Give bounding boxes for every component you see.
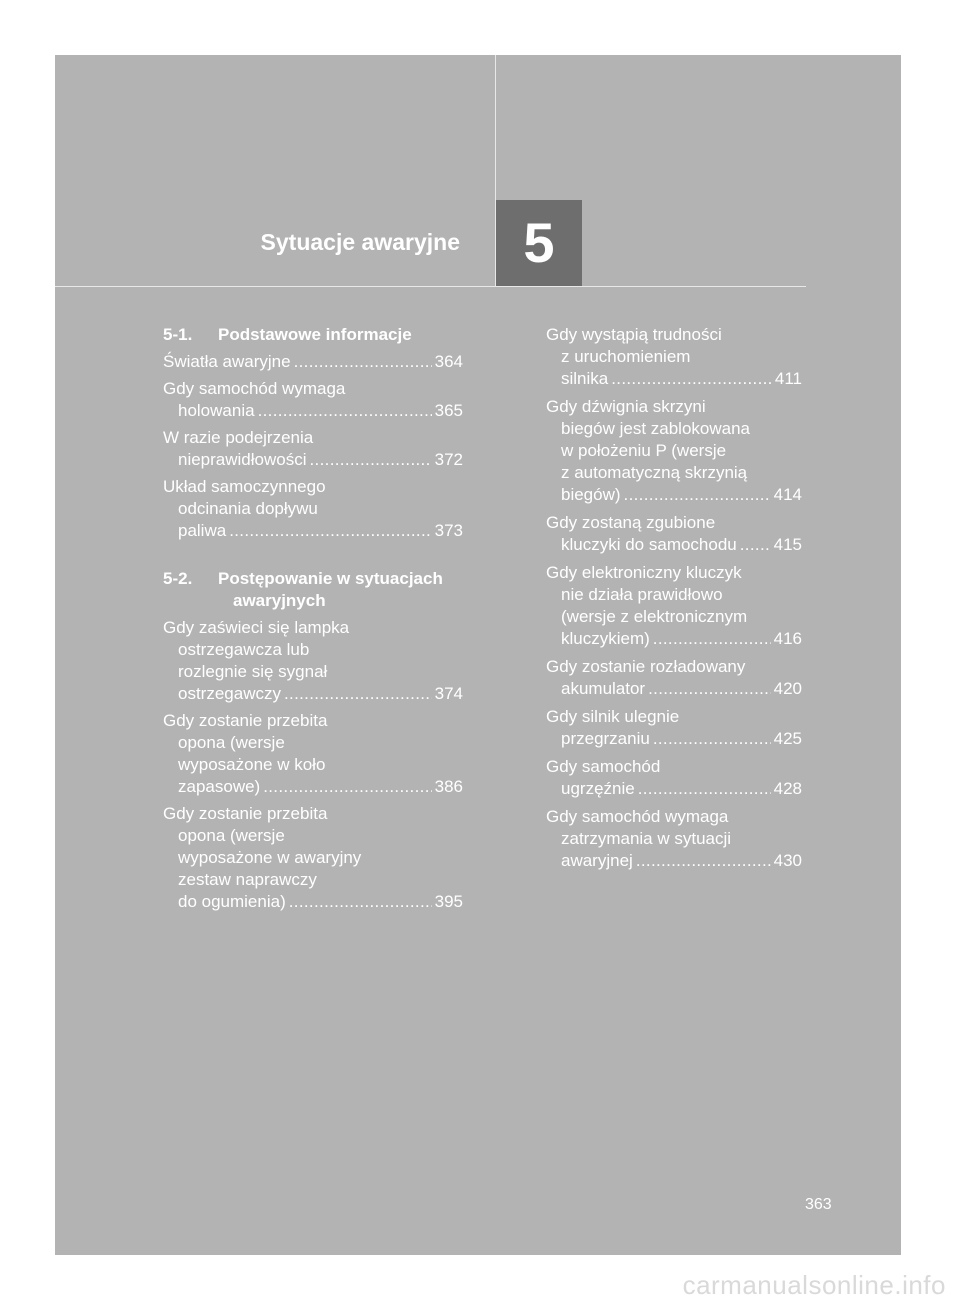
dot-leader [648, 678, 771, 700]
toc-entry [546, 396, 802, 506]
dot-leader [294, 351, 432, 373]
toc-page-number: 365 [434, 401, 463, 420]
toc-entry-text: Gdy zostanie przebita [163, 711, 328, 730]
toc-entry [546, 756, 802, 800]
toc-entry-line [546, 484, 802, 506]
toc-entry-line [163, 520, 463, 542]
toc-entry [163, 476, 463, 542]
toc-entry-text: Gdy zaświeci się lampka [163, 618, 350, 637]
dot-leader [638, 778, 771, 800]
toc-entry-line [163, 847, 463, 869]
toc-page-number: 420 [773, 679, 802, 698]
toc-page-number: 415 [773, 535, 802, 554]
toc-entry [546, 706, 802, 750]
toc-entry-text: Światła awaryjne [163, 352, 291, 371]
toc-entry-line [163, 891, 463, 913]
toc-entry-text: rozlegnie się sygnał [178, 662, 328, 681]
chapter-number-tab: 5 [496, 200, 582, 286]
toc-entry-line [546, 678, 802, 700]
toc-entry-text: nieprawidłowości [178, 450, 307, 469]
page-number: 363 [805, 1196, 832, 1213]
toc-entry-text: Gdy silnik ulegnie [546, 707, 680, 726]
toc-entry-text: Gdy samochód wymaga [546, 807, 729, 826]
section-title-line: Postępowanie w sytuacjach [218, 569, 443, 588]
toc-entry-text: wyposażone w awaryjny [178, 848, 362, 867]
section-heading [163, 568, 463, 612]
toc-entry-line [546, 462, 802, 484]
toc-entry-text: odcinania dopływu [178, 499, 318, 518]
toc-entry-text: Gdy zostaną zgubione [546, 513, 716, 532]
section-number: 5-1. [163, 325, 193, 344]
footer-watermark: carmanualsonline.info [682, 1270, 946, 1300]
toc-entry [546, 324, 802, 390]
toc-entry-text: przegrzaniu [561, 729, 650, 748]
toc-entry-line [546, 324, 802, 346]
toc-entry [546, 562, 802, 650]
toc-entry [546, 656, 802, 700]
dot-leader [258, 400, 432, 422]
toc-entry-line [163, 427, 463, 449]
dot-leader [653, 728, 771, 750]
toc-entry-text: opona (wersje [178, 826, 285, 845]
toc-entry-text: W razie podejrzenia [163, 428, 314, 447]
toc-entry-line [546, 628, 802, 650]
toc-entry [546, 806, 802, 872]
toc-entry-line [163, 498, 463, 520]
toc-entry-text: ugrzęźnie [561, 779, 635, 798]
dot-leader [740, 534, 771, 556]
toc-entry-text: paliwa [178, 521, 227, 540]
toc-page-number: 411 [774, 369, 802, 388]
toc-entry-line [546, 440, 802, 462]
toc-entry [163, 710, 463, 798]
toc-entry-line [163, 754, 463, 776]
toc-entry-text: Gdy zostanie przebita [163, 804, 328, 823]
toc-entry-line [546, 706, 802, 728]
toc-entry-line [163, 449, 463, 471]
dot-leader [611, 368, 772, 390]
toc-entry-line [546, 584, 802, 606]
toc-page-number: 373 [434, 521, 463, 540]
toc-entry-text: silnika [561, 369, 609, 388]
toc-entry-text: z uruchomieniem [561, 347, 691, 366]
toc-page-number: 372 [434, 450, 463, 469]
dot-leader [624, 484, 771, 506]
chapter-title: Sytuacje awaryjne [260, 229, 460, 255]
toc-entry-text: zatrzymania w sytuacji [561, 829, 732, 848]
toc-entry-line [163, 378, 463, 400]
dot-leader [653, 628, 771, 650]
toc-entry-line [546, 512, 802, 534]
toc-entry-text: nie działa prawidłowo [561, 585, 723, 604]
toc-entry-line [163, 732, 463, 754]
toc-entry-text: do ogumienia) [178, 892, 286, 911]
header-horizontal-divider [55, 286, 806, 287]
dot-leader [310, 449, 432, 471]
toc-entry-line [546, 606, 802, 628]
toc-page-number: 425 [773, 729, 802, 748]
toc-entry-line [546, 756, 802, 778]
toc-entry-line [163, 639, 463, 661]
toc-entry-text: wyposażone w koło [178, 755, 326, 774]
toc-entry-line [546, 778, 802, 800]
toc-entry [163, 617, 463, 705]
toc-right-column [546, 324, 802, 872]
toc-entry-text: biegów) [561, 485, 621, 504]
section-title-line: awaryjnych [233, 591, 326, 610]
toc-entry-text: Gdy wystąpią trudności [546, 325, 722, 344]
toc-entry-line [163, 776, 463, 798]
dot-leader [289, 891, 432, 913]
toc-entry-text: kluczyki do samochodu [561, 535, 737, 554]
toc-entry-line [163, 869, 463, 891]
toc-entry-line [546, 850, 802, 872]
toc-entry-text: w położeniu P (wersje [561, 441, 727, 460]
toc-entry [163, 378, 463, 422]
toc-entry-line [163, 351, 463, 373]
toc-entry-line [546, 346, 802, 368]
toc-entry-line [546, 728, 802, 750]
toc-entry-text: zapasowe) [178, 777, 261, 796]
toc-entry-text: Gdy dźwignia skrzyni [546, 397, 706, 416]
toc-entry-text: opona (wersje [178, 733, 285, 752]
toc-entry-line [546, 368, 802, 390]
toc-entry-text: Gdy samochód wymaga [163, 379, 346, 398]
toc-left-column [163, 324, 463, 913]
toc-entry-text: Gdy elektroniczny kluczyk [546, 563, 742, 582]
toc-entry-text: Gdy zostanie rozładowany [546, 657, 746, 676]
toc-entry-line [546, 806, 802, 828]
toc-entry-text: biegów jest zablokowana [561, 419, 751, 438]
toc-entry [163, 427, 463, 471]
toc-entry-text: z automatyczną skrzynią [561, 463, 748, 482]
toc-entry-line [163, 400, 463, 422]
toc-entry-line [546, 396, 802, 418]
toc-page-number: 374 [434, 684, 463, 703]
toc-entry-text: awaryjnej [561, 851, 633, 870]
toc-entry [546, 512, 802, 556]
toc-entry-text: Gdy samochód [546, 757, 661, 776]
toc-entry-line [546, 656, 802, 678]
section-title-line: Podstawowe informacje [218, 325, 412, 344]
toc-entry [163, 351, 463, 373]
toc-entry-line [163, 661, 463, 683]
dot-leader [263, 776, 431, 798]
toc-entry-line [546, 418, 802, 440]
toc-page-number: 364 [434, 352, 463, 371]
toc-entry [163, 803, 463, 913]
toc-page-number: 416 [773, 629, 802, 648]
section-number: 5-2. [163, 569, 193, 588]
toc-entry-line [163, 617, 463, 639]
toc-page-number: 414 [773, 485, 802, 504]
toc-entry-line [163, 803, 463, 825]
section-heading [163, 324, 463, 346]
toc-page-number: 428 [773, 779, 802, 798]
toc-entry-line [163, 710, 463, 732]
toc-entry-text: holowania [178, 401, 255, 420]
dot-leader [636, 850, 771, 872]
dot-leader [284, 683, 432, 705]
toc-page-number: 395 [434, 892, 463, 911]
toc-entry-text: kluczykiem) [561, 629, 650, 648]
toc-entry-line [163, 476, 463, 498]
toc-page-number: 386 [434, 777, 463, 796]
toc-entry-text: zestaw naprawczy [178, 870, 317, 889]
toc-page-number: 430 [773, 851, 802, 870]
toc-entry-line [546, 562, 802, 584]
toc-entry-line [546, 828, 802, 850]
toc-entry-text: ostrzegawcza lub [178, 640, 310, 659]
toc-entry-text: (wersje z elektronicznym [561, 607, 748, 626]
toc-entry-line [163, 825, 463, 847]
toc-entry-text: akumulator [561, 679, 646, 698]
toc-entry-line [546, 534, 802, 556]
toc-entry-text: ostrzegawczy [178, 684, 281, 703]
dot-leader [229, 520, 431, 542]
toc-entry-line [163, 683, 463, 705]
toc-entry-text: Układ samoczynnego [163, 477, 326, 496]
